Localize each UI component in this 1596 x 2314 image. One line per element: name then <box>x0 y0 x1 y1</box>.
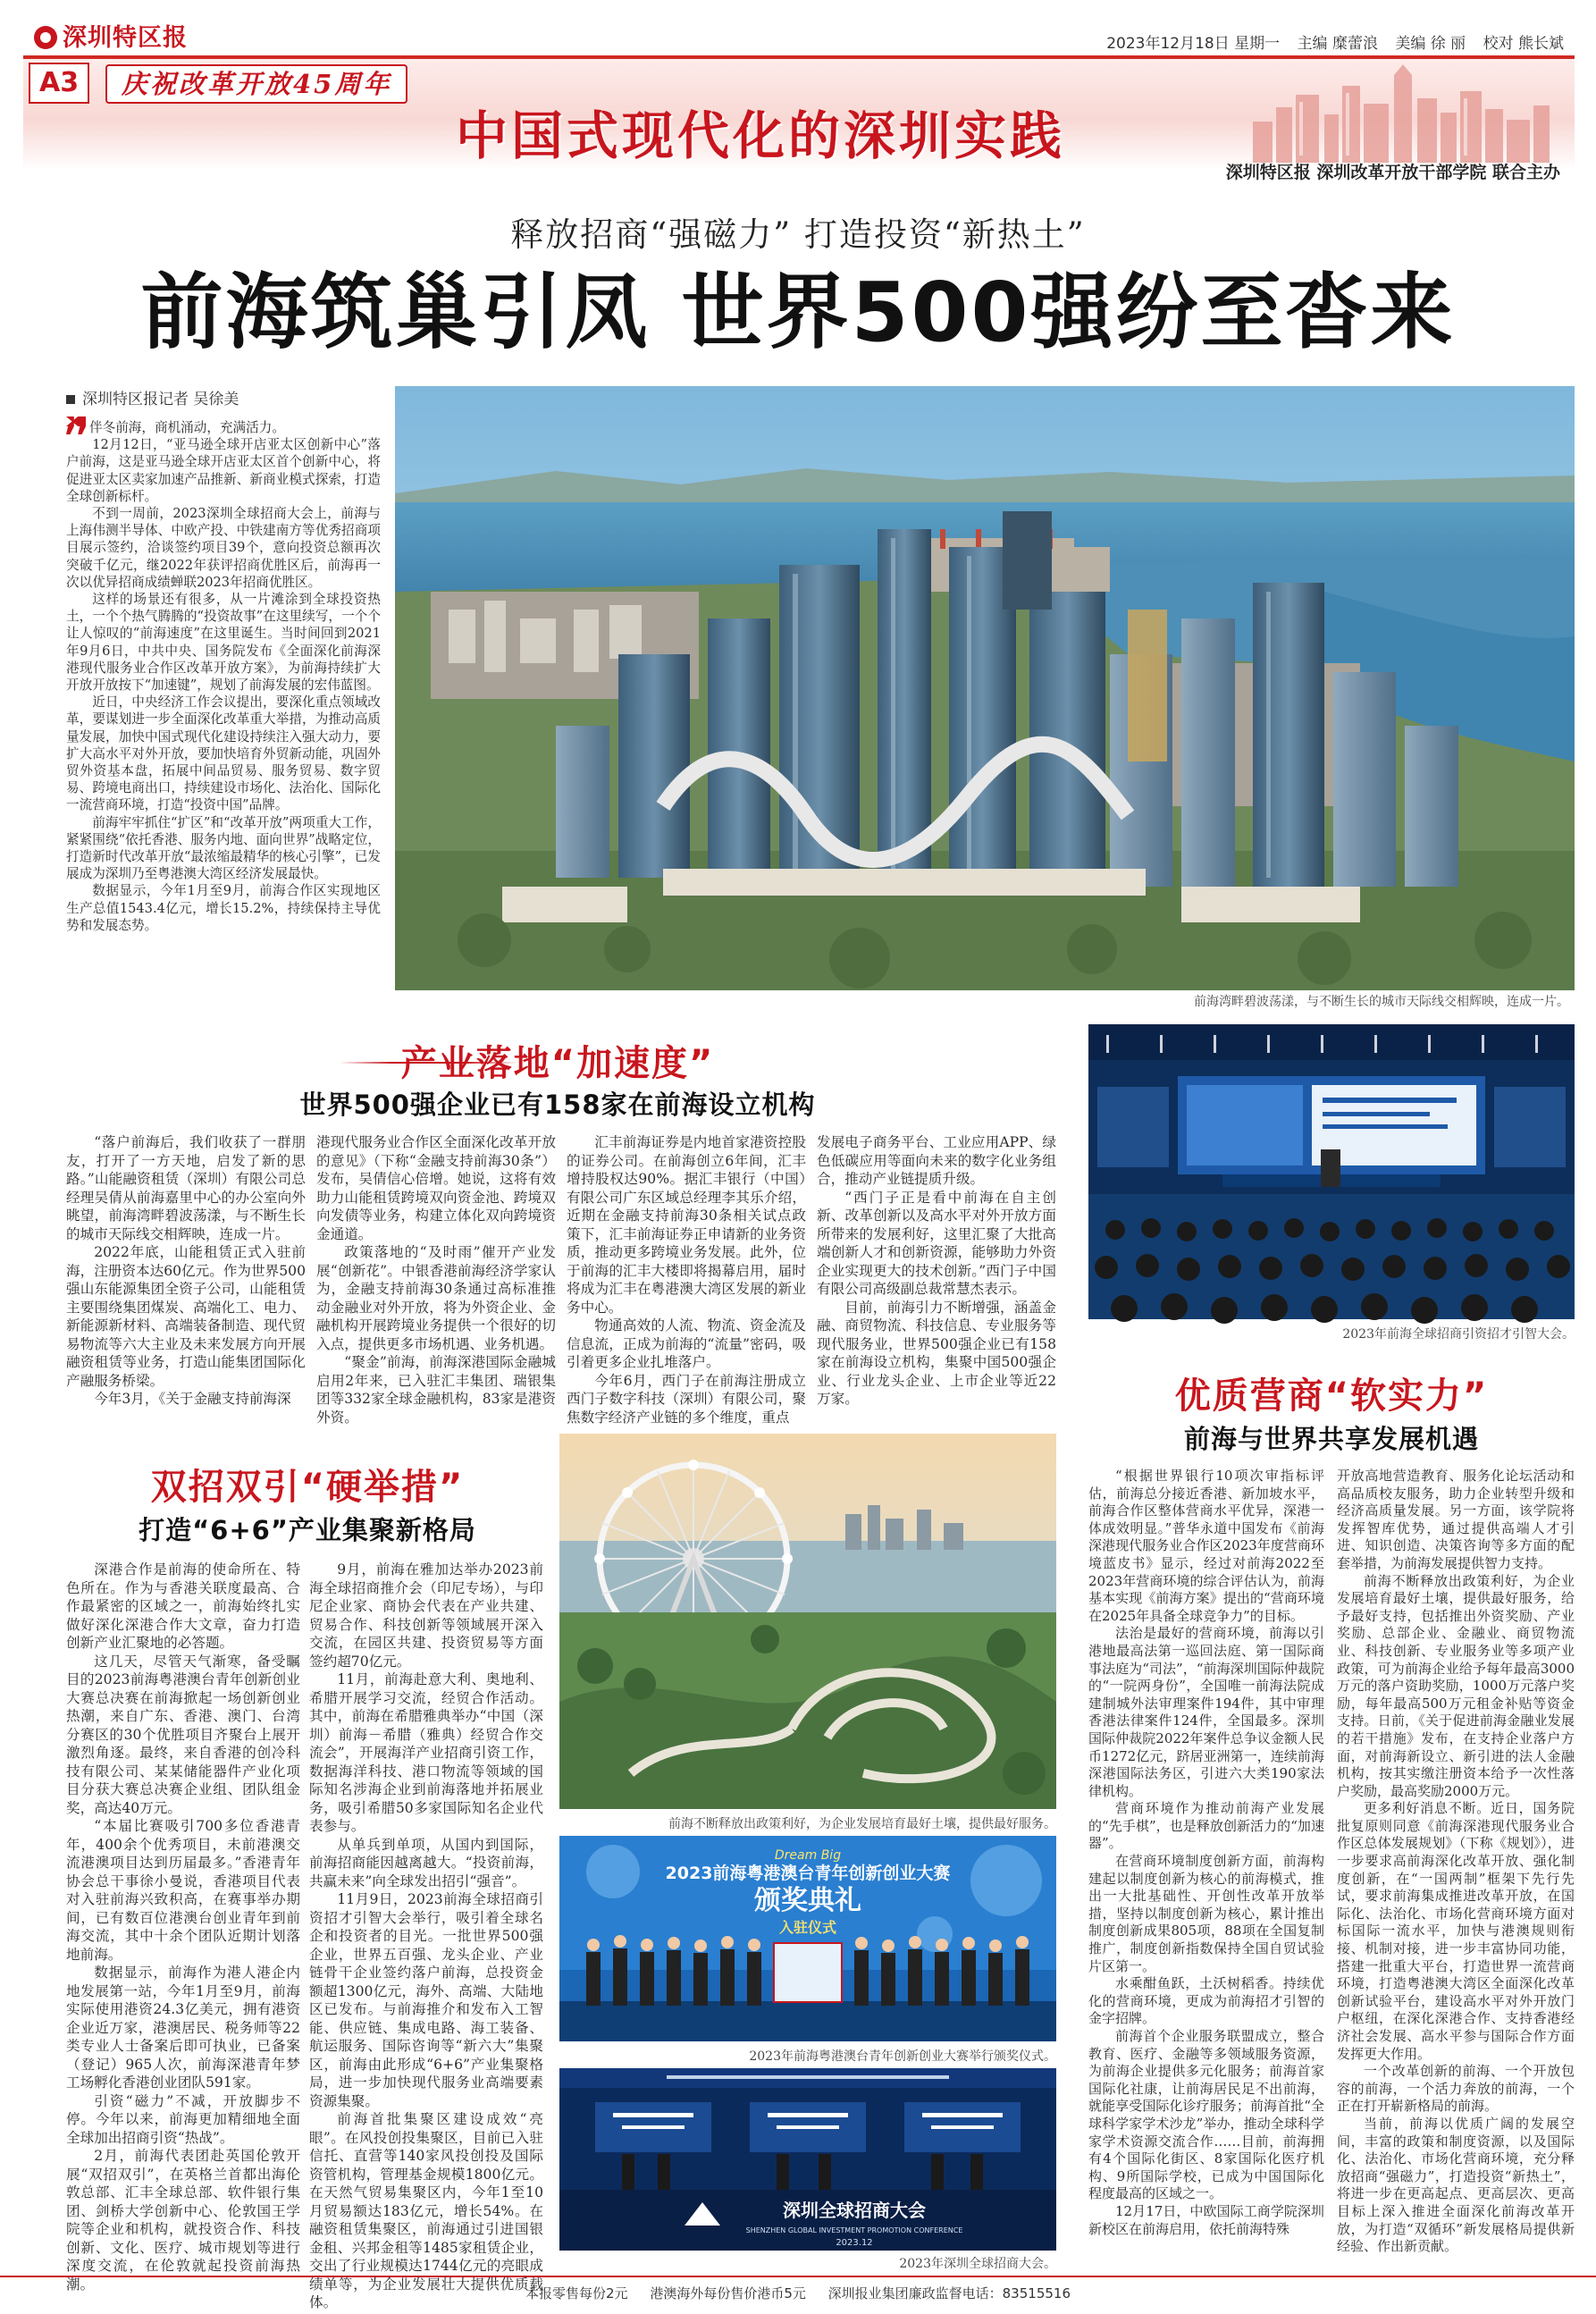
intro-paragraph: 伴冬前海，商机涌动，充满活力。 <box>66 417 381 436</box>
park-aerial-photo <box>559 1434 1056 1809</box>
banner-en-text: Dream Big <box>774 1848 842 1863</box>
paragraph: 一个改革创新的前海、一个开放包容的前海，一个活力奔放的前海，一个正在打开崭新格局的前海。 <box>1337 2063 1575 2115</box>
intro-paragraph: 12月12日，“亚马逊全球开店亚太区创新中心”落户前海，这是亚马逊全球开店亚太区首个创新中心，将促进亚太区卖家加速产品推新、新商业模式探索，打造全球创新标杆。 <box>66 437 381 504</box>
paragraph: 引资“磁力”不减，开放脚步不停。今年以来，前海更加精细地全面全球加出招商引资“热战”。 <box>66 2092 300 2146</box>
skyline-illustration <box>1244 59 1566 163</box>
intro-paragraph: 数据显示，今年1月至9月，前海合作区实现地区生产总值1543.4亿元，增长15.2%，持续保持主导优势和发展态势。 <box>66 883 381 933</box>
issue-info <box>1094 30 1564 53</box>
section2-column-1 <box>66 1561 300 2293</box>
paragraph: 在营商环境制度创新方面，前海构建起以制度创新为核心的前海模式，推出一大批基础性、开创性改革开放举措，坚持以制度创新为核心，累计推出制度创新成果805项，88项在全国复制推广，制度创新指数保持全国自贸试验片区第一。 <box>1088 1853 1324 1974</box>
paragraph: “本届比赛吸引700多位香港青年，400余个优秀项目，未前港澳交流港澳项目达到历届最多。”香港青年协会总干事徐小曼说，香港项目代表对入驻前海兴致积高，在赛事举办期间，已有数百位港澳台创业青年到前海交流，其中十余个团队近期计划落地前海。 <box>66 1818 300 1963</box>
forum-title-text: 深圳全球招商大会 <box>783 2200 926 2221</box>
paragraph: 从单兵到单项，从国内到国际，前海招商能因越离越大。“投资前海，共赢未来”向全球发出招引“强音”。 <box>309 1836 543 1889</box>
overseas-price: 港澳海外每份售价港币5元 <box>650 2285 806 2301</box>
intro-paragraph: 这样的场景还有很多，从一片滩涂到全球投资热土，一个个热气腾腾的“投资故事”在这里续写，一个个让人惊叹的“前海速度”在这里诞生。当时间回到2021年9月6日，中共中央、国务院发布《全面深化前海深港现代服务业合作区改革开放方案》，为前海持续扩大开放开放按下“加速键”，规划了前海发展的宏伟蓝图。 <box>66 592 381 694</box>
paragraph: 前海首批集聚区建设成效“亮眼”。在风投创投集聚区，目前已入驻信托、直营等140家风投创投及国际资管机构，管理基金规模1800亿元。在天然气贸易集聚区内，今年1至10月贸易额达183亿元，增长54%。在融资租赁集聚区，前海通过引进国银金租、兴邦金租等1485家租赁企业，交出了行业规模达1744亿元的亮眼成绩单等，为企业发展壮大提供优质载体。 <box>309 2111 543 2310</box>
series-title: 中国式现代化的深圳实践 <box>456 105 1066 166</box>
paragraph: 这几天，尽管天气渐寒，备受瞩目的2023前海粤港澳台青年创新创业大赛总决赛在前海掀起一场创新创业热潮，来自广东、香港、澳门、台湾分赛区的30个优胜项目齐聚台上展开激烈角逐。最终，来自香港的创冷科技有限公司、某某储能器件产业化项目分获大赛总决赛企业组、团队组金奖，高达40万元。 <box>66 1653 300 1816</box>
paragraph: 数据显示，前海作为港人港企内地发展第一站，今年1月至9月，前海实际使用港资24.3亿美元，拥有港资企业近万家，港澳居民、税务师等22类专业人士备案后即可执业，已备案（登记）965人次，前海深港青年梦工场孵化香港创业团队591家。 <box>66 1965 300 2091</box>
paragraph: 开放高地营造教育、服务化论坛活动和高品质校友服务，助力企业转型升级和经济高质量发展。另一方面，该学院将发挥智库优势，通过提供高端人才引进、知识创造、决策咨询等多方面的配套举措，为前海发展提供智力支持。 <box>1337 1468 1575 1571</box>
banner-sub-text: 入驻仪式 <box>778 1919 837 1936</box>
paragraph: 9月，前海在雅加达举办2023前海全球招商推介会（印尼专场），与印尼企业家、商协会代表在产业共建、贸易合作、科技创新等领域展开深入交流，在园区共建、投资贸易等方面签约超70亿元。 <box>309 1561 543 1670</box>
forum-en-text: SHENZHEN GLOBAL INVESTMENT PROMOTION CONFERENCE <box>745 2226 963 2234</box>
section1-column-1 <box>66 1133 306 1419</box>
paragraph: 深港合作是前海的使命所在、特色所在。作为与香港关联度最高、合作最紧密的区域之一，前海始终扎实做好深化深港合作大文章，奋力打造创新产业汇聚地的必答题。 <box>66 1561 300 1651</box>
investment-conference-photo <box>559 2068 1056 2251</box>
page-number: A3 <box>29 63 89 104</box>
paragraph: 物通高效的人流、物流、资金流及信息流，正成为前海的“流量”密码，吸引着更多企业扎堆落户。 <box>567 1317 806 1370</box>
page-footer <box>0 2276 1596 2314</box>
section3-column-1 <box>1088 1468 1324 2270</box>
integrity-hotline: 深圳报业集团廉政监督电话：83515516 <box>827 2285 1071 2301</box>
qianhai-skyline-photo <box>395 386 1575 990</box>
conference-photo <box>1088 1024 1575 1319</box>
ferris-wheel-photo <box>559 1434 1056 1809</box>
intro-paragraph: 近日，中央经济工作会议提出，要深化重点领域改革，要谋划进一步全面深化改革重大举措，为推动高质量发展，加快中国式现代化建设持续注入强大动力，要扩大高水平对外开放，要加快培育外贸新动能，巩固外贸外资基本盘，拓展中间品贸易、服务贸易、数字贸易、跨境电商出口，持续建设市场化、法治化、国际化一流营商环境，打造“投资中国”品牌。 <box>66 694 381 813</box>
paragraph: “西门子正是看中前海在自主创新、改革创新以及高水平对外开放方面所带来的发展利好，这里汇聚了大批高端创新人才和创新资源，能够助力外资企业实现更大的技术创新。”西门子中国有限公司高级副总裁常慧杰表示。 <box>817 1189 1056 1297</box>
article-headline: 前海筑巢引凤 世界500强纷至沓来 <box>140 265 1456 360</box>
paragraph: 发展电子商务平台、工业应用APP、绿色低碳应用等面向未来的数字化业务组合，推动产业链提质升级。 <box>817 1134 1056 1187</box>
paragraph: 今年6月，西门子在前海注册成立西门子数字科技（深圳）有限公司，聚焦数字经济产业链的多个维度，重点 <box>567 1372 806 1426</box>
investment-photo-caption: 2023年深圳全球招商大会。 <box>899 2257 1056 2271</box>
banner-ceremony-text: 颁奖典礼 <box>754 1885 861 1916</box>
paragraph: 11月9日，2023前海全球招商引资招才引智大会举行，吸引着全球名企和投资者的目光。一批世界500强企业，世界五百强、龙头企业、产业链骨干企业签约落户前海，总投资金额超1300亿元，海外、高端、大陆地区已发布。与前海推介和发布入工智能、供应链、集成电路、海工装备、航运服务、国际咨询等“新六大”集聚区，前海由此形成“6+6”产业集聚格局，进一步加快现代服务业高端要素资源集聚。 <box>309 1891 543 2109</box>
paragraph: 水乘酣鱼跃，土沃树稻香。持续优化的营商环境，更成为前海招才引智的金字招牌。 <box>1088 1975 1324 2027</box>
proofreader-credit: 校对 熊长斌 <box>1483 35 1564 53</box>
paragraph: 政策落地的“及时雨”催开产业发展“创新花”。中银香港前海经济学家认为，金融支持前海30条通过高标准推动金融业对外开放，将为外资企业、金融机构开展跨境业务提供一个很好的切入点，提供更多市场机遇、业务机遇。 <box>316 1244 556 1352</box>
newspaper-logo-icon <box>34 26 57 49</box>
paragraph: “聚金”前海，前海深港国际金融城启用2年来，已入驻汇丰集团、瑞银集团等332家全球金融机构，83家是港资外资。 <box>316 1354 556 1426</box>
paragraph: “落户前海后，我们收获了一群朋友，打开了一方天地，启发了新的思路。”山能融资租赁（深圳）有限公司总经理吴倩从前海嘉里中心的办公室向外眺望，前海湾畔碧波荡漾，与不断生长的城市天际线交相辉映，连成一片。 <box>66 1134 306 1242</box>
paragraph: 营商环境作为推动前海产业发展的“先手棋”，也是释放创新活力的“加速器”。 <box>1088 1800 1324 1852</box>
paragraph: 前海不断释放出政策利好，为企业发展培育最好土壤，提供最好服务，给予最好支持，包括推出外资奖励、产业奖励、总部企业、金融业、商贸物流业、科技创新、专业服务业等多项产业政策，可为前海企业给予每年最高3000万元的落户资助奖励，1000万元落户奖励，每年最高500万元租金补贴等资金支持。日前，《关于促进前海金融业发展的若干措施》发布，在支持企业落户方面，对前海新设立、新引进的法人金融机构，按其实缴注册资本给予一次性落户奖励，最高奖励2000万元。 <box>1337 1572 1575 1799</box>
byline: 深圳特区报记者 吴徐美 <box>66 386 239 408</box>
paragraph: 目前，前海引力不断增强，涵盖金融、商贸物流、科技信息、专业服务等现代服务业，世界500强企业已有158家在前海设立机构，集聚中国500强企业、行业龙头企业、上市企业等近22万家。 <box>817 1299 1056 1407</box>
section-subtitle-industry: 世界500强企业已有158家在前海设立机构 <box>299 1090 816 1120</box>
main-photo-caption: 前海湾畔碧波荡漾，与不断生长的城市天际线交相辉映，连成一片。 <box>1194 995 1569 1009</box>
paragraph: 12月17日，中欧国际工商学院深圳新校区在前海启用，依托前海特殊 <box>1088 2202 1324 2237</box>
main-photo <box>395 386 1575 990</box>
retail-price: 本报零售每份2元 <box>525 2285 628 2301</box>
paragraph: 汇丰前海证券是内地首家港资控股的证券公司。在前海创立6年间，汇丰增持股权达90%。据汇丰银行（中国）有限公司广东区域总经理李其乐介绍，近期在金融支持前海30条相关试点政策下，汇丰前海证券正申请新的业务资质，推动更多跨境业务发展。此外，位于前海的汇丰大楼即将揭幕启用，届时将成为汇丰在粤港澳大湾区发展的新业务中心。 <box>567 1134 806 1316</box>
paragraph: 更多利好消息不断。近日，国务院批复原则同意《前海深港现代服务业合作区总体发展规划》（下称《规划》），进一步要求高前海深化改革开放、强化制度创新，在“一国两制”框架下先行先试，要求前海集成推进改革开放，在国际化、法治化、市场化营商环境方面对标国际一流水平，加快与港澳规则衔接、机制对接，进一步丰富协同功能，搭建一批重大平台，打造世界一流营商环境，打造粤港澳大湾区全面深化改革创新试验平台，建设高水平对外开放门户枢纽，在深化深港合作、支持香港经济社会发展、高水平参与国际合作方面发挥更大作用。 <box>1337 1800 1575 2062</box>
paragraph: 前海首个企业服务联盟成立，整合教育、医疗、金融等多领域服务资源，为前海企业提供多元化服务；前海首家国际化社康，让前海居民足不出前海，就能享受国际化诊疗服务；前海首批“全球科学家学术沙龙”举办，推动全球科学家学术资源交流合作……目前，前海拥有4个国际化街区、8家国际化医疗机构、9所国际学校，已成为中国国际化程度最高的区域之一。 <box>1088 2028 1324 2202</box>
section-title-investment: 双招双引“硬举措” <box>150 1467 465 1508</box>
section1-column-2 <box>316 1133 556 1426</box>
article-kicker: 释放招商“强磁力” 打造投资“新热土” <box>510 215 1086 254</box>
section1-column-3 <box>567 1133 806 1426</box>
conference-photo-caption: 2023年前海全球招商引资招才引智大会。 <box>1342 1327 1575 1342</box>
forum-year-text: 2023.12 <box>836 2238 873 2248</box>
paragraph: 2月，前海代表团赴英国伦敦开展“双招双引”，在英格兰首都出海伦敦总部、汇丰全球总部、软件银行集团、剑桥大学创新中心、伦敦国王学院等企业和机构，就投资合作、科技创新、文化、医疗、城市规划等进行深度交流，在伦敦就起投资前海热潮。 <box>66 2148 300 2293</box>
section3-column-2 <box>1337 1468 1575 2270</box>
paragraph: 当前，前海以优质广阔的发展空间，丰富的政策和制度资源，以及国际化、法治化、市场化营商环境，充分释放招商“强磁力”，打造投资“新热土”，将进一步在更高起点、更高层次、更高目标上深入推进全面深化前海改革开放，为打造“双循环”新发展格局提供新经验、作出新贡献。 <box>1337 2115 1575 2255</box>
conference-hall-photo <box>1088 1024 1575 1319</box>
ceremony-stage-photo <box>559 1836 1056 2041</box>
masthead: 深圳特区报 <box>34 18 188 48</box>
banner-cn-text: 2023前海粤港澳台青年创新创业大赛 <box>665 1864 951 1883</box>
anniversary-label: 庆祝改革开放45周年 <box>105 64 407 104</box>
signing-stage-photo <box>559 2068 1056 2251</box>
paragraph: 今年3月，《关于金融支持前海深 <box>94 1391 291 1407</box>
intro-paragraph: 不到一周前，2023深圳全球招商大会上，前海与上海伟测半导体、中欧产投、中铁建南方等优秀招商项目展示签约，洽谈签约项目39个，意向投资总额再次突破千亿元，继2022年获评招商优胜区后，前海再一次以优异招商成绩蝉联2023年招商优胜区。 <box>66 506 381 590</box>
section-subtitle-investment: 打造“6+6”产业集聚新格局 <box>139 1515 476 1545</box>
paragraph: 11月，前海赴意大利、奥地利、希腊开展学习交流，经贸合作活动。其中，前海在希腊雅典举办“中国（深圳）前海－希腊（雅典）经贸合作交流会”，开展海洋产业招商引资工作，数据海洋科技、港口物流等领域的国际知名涉海企业到前海落地并拓展业务，吸引希腊50多家国际知名企业代表参与。 <box>309 1671 543 1834</box>
ferris-photo-caption: 前海不断释放出政策利好，为企业发展培育最好土壤，提供最好服务。 <box>668 1817 1056 1831</box>
section-title-business-environment: 优质营商“软实力” <box>1174 1376 1489 1417</box>
award-ceremony-photo <box>559 1836 1056 2041</box>
paragraph: 法治是最好的营商环境，前海以引港地最高法第一巡回法庭、第一国际商事法庭为“司法”，“前海深圳国际仲裁院的“一院两身份”，全国唯一前海法院成建制城外法审理案件194件，其中审理香港法律案件124件，全国最多。深圳国际仲裁院2022年案件总争议金额人民币1272亿元，跻居亚洲第一，连续前海深港国际法务区，引进六大类190家法律机构。 <box>1088 1625 1324 1799</box>
ceremony-photo-caption: 2023年前海粤港澳台青年创新创业大赛举行颁奖仪式。 <box>749 2049 1056 2064</box>
section1-column-4 <box>817 1133 1056 1419</box>
paragraph: 2022年底，山能租赁正式入驻前海，注册资本达60亿元。作为世界500强山东能源集团全资子公司，山能租赁主要围绕集团煤炭、高端化工、电力、新能源新材料、高端装备制造、现代贸易物流等六大主业及未来发展方向开展融资租赁等业务，打造山能集团国际化产融服务桥梁。 <box>66 1244 306 1389</box>
editor-credit: 主编 糜蕾浪 <box>1297 35 1378 53</box>
section2-column-2 <box>309 1561 543 2310</box>
organizers: 深圳特区报 深圳改革开放干部学院 联合主办 <box>1225 163 1560 182</box>
paragraph: 港现代服务业合作区全面深化改革开放的意见》（下称“金融支持前海30条”）发布，吴倩信心倍增。她说，这将有效助力山能租赁跨境双向资金池、跨境双向发债等业务，构建立体化双向跨境资金通道。 <box>316 1134 556 1242</box>
intro-column <box>66 417 381 985</box>
paragraph: “根据世界银行10项次审指标评估，前海总分接近香港、新加坡水平，前海合作区整体营商水平优异，深港一体成效明显。”普华永道中国发布《前海深港现代服务业合作区2023年度营商环境蓝皮书》显示，经过对前海2022至2023年营商环境的综合评估认为，前海基本实现《前海方案》提出的“营商环境在2025年具备全球竞争力”的目标。 <box>1088 1468 1324 1624</box>
section-subtitle-business-environment: 前海与世界共享发展机遇 <box>1183 1424 1479 1454</box>
intro-paragraph: 前海牢牢抓住“扩区”和“改革开放”两项重大工作，紧紧围绕“依托香港、服务内地、面向世界”战略定位，打造新时代改革开放“最浓缩最精华的核心引擎”，已发展成为深圳乃至粤港澳大湾区经济发展最快。 <box>66 814 381 882</box>
issue-date: 2023年12月18日 星期一 <box>1106 35 1281 53</box>
quote-mark-icon <box>66 417 86 434</box>
designer-credit: 美编 徐 丽 <box>1395 35 1466 53</box>
section-title-industry: 产业落地“加速度” <box>400 1043 715 1084</box>
